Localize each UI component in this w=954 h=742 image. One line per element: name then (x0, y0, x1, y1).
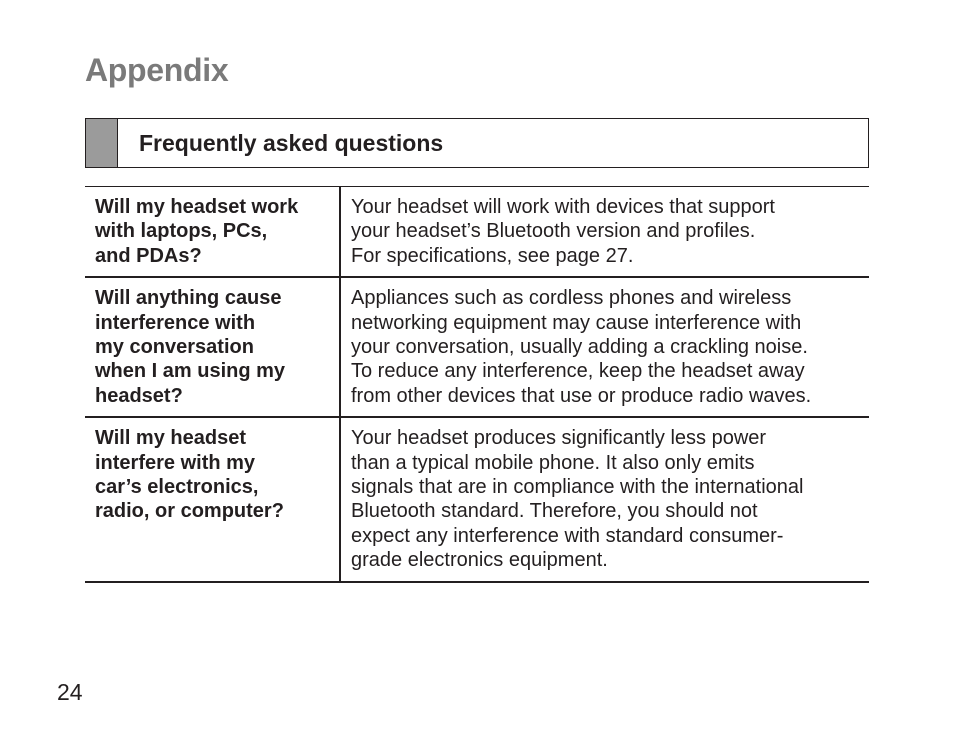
faq-table (85, 186, 869, 583)
faq-answer-text: Your headset will work with devices that support your headset’s Bluetooth version and profiles. For specifications, see page 27. (351, 196, 775, 267)
faq-answer-text: Your headset produces significantly less power than a typical mobile phone. It also only emits signals that are in compliance with the international Bluetooth standard. Therefore, you should not expect any interference with standard consumer- grade electronics equipment. (351, 427, 804, 572)
section-header (85, 118, 869, 168)
table-row (85, 417, 869, 581)
page-title: Appendix (85, 52, 229, 88)
table-row (85, 187, 869, 278)
faq-question-text: Will my headset work with laptops, PCs, and PDAs? (95, 196, 299, 267)
faq-answer-text: Appliances such as cordless phones and wireless networking equipment may cause interference with your conversation, usually adding a crackling noise. To reduce any interference, keep the headset away from other devices that use or produce radio waves. (351, 287, 812, 407)
faq-question-text: Will anything cause interference with my conversation when I am using my headset? (95, 287, 286, 407)
table-row (85, 277, 869, 417)
faq-answer (340, 187, 869, 278)
faq-question (85, 417, 340, 581)
faq-answer (340, 417, 869, 581)
section-marker (86, 119, 118, 167)
faq-question-text: Will my headset interfere with my car’s electronics, radio, or computer? (95, 427, 284, 523)
section-title: Frequently asked questions (139, 130, 444, 156)
faq-question (85, 277, 340, 417)
page-number: 24 (57, 679, 83, 705)
faq-answer (340, 277, 869, 417)
faq-question (85, 187, 340, 278)
